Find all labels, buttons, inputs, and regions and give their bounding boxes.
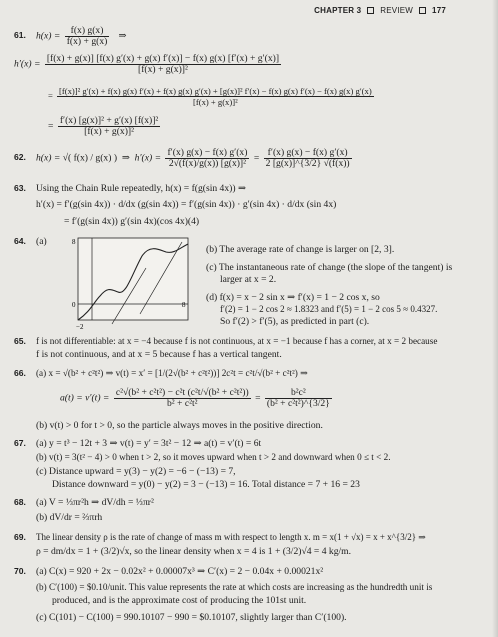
frac-denominator: b² + c²t² xyxy=(166,398,198,409)
problem-text: So f′(2) > f′(5), as predicted in part (c). xyxy=(220,316,370,327)
x-neg-label: −2 xyxy=(76,323,84,331)
problem-text: Using the Chain Rule repeatedly, h(x) = f(g(sin 4x)) ⇒ xyxy=(36,183,246,194)
frac-denominator: 2√(f(x)/g(x)) [g(x)]² xyxy=(168,158,247,169)
expr-lhs: h′(x) = xyxy=(14,58,41,70)
expr-lhs: h′(x) = xyxy=(134,152,162,164)
frac-numerator: f′(x) g(x) − f(x) g′(x) xyxy=(264,148,352,159)
frac-numerator: f(x) g(x) xyxy=(65,26,110,37)
expr-lhs: a(t) = v′(t) = xyxy=(60,392,110,404)
problem-text: (b) dV/dr = ⅔πrh xyxy=(36,512,103,523)
chapter-label: CHAPTER 3 xyxy=(314,6,362,15)
frac-denominator: [f(x) + g(x)]² xyxy=(193,97,238,107)
problem-text: (b) v(t) > 0 for t > 0, so the particle always moves in the positive direction. xyxy=(36,420,323,431)
problem-text: (b) v(t) = 3(t² − 4) > 0 when t > 2, so it moves upward when t > 2 and downward when 0 ≤ t < 2. xyxy=(36,452,391,462)
x-right-label: 8 xyxy=(182,301,186,309)
frac-numerator: [f(x) + g(x)] [f(x) g′(x) + g(x) f′(x)] − f(x) g(x) [f′(x) + g′(x)] xyxy=(46,53,280,64)
problem-text: (a) C(x) = 920 + 2x − 0.02x² + 0.00007x³ ⇒ C′(x) = 2 − 0.04x + 0.00021x² xyxy=(36,566,324,577)
problem-text: (d) f(x) = x − 2 sin x ⇒ f′(x) = 1 − 2 cos x, so xyxy=(206,292,380,303)
problem-text: Distance downward = y(0) − y(2) = 3 − (−13) = 16. Total distance = 7 + 16 = 23 xyxy=(52,479,360,490)
problem-number: 64. xyxy=(14,236,26,246)
problem-number: 61. xyxy=(14,30,26,40)
problem-text: (b) The average rate of change is larger on [2, 3]. xyxy=(206,244,395,255)
problem-text: (a) x = √(b² + c²t²) ⇒ v(t) = x′ = [1/(2√(b² + c²t²))] 2c²t = c²t/√(b² + c²t²) ⇒ xyxy=(36,368,308,378)
graph-frame xyxy=(78,238,188,320)
expr-lhs: h(x) = xyxy=(36,152,61,164)
problem-text: The linear density ρ is the rate of change of mass m with respect to length x. m = x(1 + √x) = x + x^{3/2} ⇒ xyxy=(36,532,426,542)
square-bullet-icon xyxy=(419,7,426,14)
problem-number: 68. xyxy=(14,497,26,507)
frac-numerator: f′(x) g(x) − f(x) g′(x) xyxy=(167,147,248,158)
problem-text: (c) C(101) − C(100) = 990.10107 − 990 = $0.10107, slightly larger than C′(100). xyxy=(36,612,347,623)
problem-text: f′(2) = 1 − 2 cos 2 ≈ 1.8323 and f′(5) = 1 − 2 cos 5 ≈ 0.4327. xyxy=(220,304,438,314)
sqrt-expr: √( f(x) / g(x) ) xyxy=(62,152,118,164)
running-header xyxy=(314,6,446,15)
problem-number: 63. xyxy=(14,183,26,193)
section-label: REVIEW xyxy=(380,6,414,15)
implies-arrow: ⇒ xyxy=(121,152,130,164)
frac-denominator: [f(x) + g(x)]² xyxy=(138,64,188,75)
square-bullet-icon xyxy=(367,7,374,14)
frac-denominator: (b² + c²t²)^{3/2} xyxy=(266,398,330,409)
part-label: (a) xyxy=(36,236,47,247)
problem-text: f is not continuous, and at x = 5 because f has a vertical tangent. xyxy=(36,349,282,360)
frac-numerator: [f(x)]² g′(x) + f(x) g(x) f′(x) + f(x) g(x) g′(x) + [g(x)]² f′(x) − f(x) g(x) f′(x) − f(x) g(x) g′(x) xyxy=(59,86,372,96)
problem-number: 62. xyxy=(14,152,26,162)
problem-text: h′(x) = f′(g(sin 4x)) · d/dx (g(sin 4x)) = f′(g(sin 4x)) · g′(sin 4x) · d/dx (sin 4x) xyxy=(36,199,337,210)
frac-denominator: 2 [g(x)]^{3/2} √(f(x)) xyxy=(265,158,350,169)
problem-number: 69. xyxy=(14,532,26,542)
problem-number: 65. xyxy=(14,336,26,346)
function-graph xyxy=(70,234,192,332)
problem-text: = f′(g(sin 4x)) g′(sin 4x)(cos 4x)(4) xyxy=(64,216,200,227)
equals-sign: = xyxy=(255,392,261,404)
frac-numerator: b²c² xyxy=(265,388,332,399)
problem-text: (c) The instantaneous rate of change (the slope of the tangent) is xyxy=(206,262,453,273)
equals-sign: = xyxy=(253,152,260,164)
problem-text: ρ = dm/dx = 1 + (3/2)√x, so the linear density when x = 4 is 1 + (3/2)√4 = 4 kg/m. xyxy=(36,546,352,557)
problem-text: (a) V = ⅓πr²h ⇒ dV/dh = ⅓πr² xyxy=(36,497,154,508)
problem-text: produced, and is the approximate cost of producing the 101st unit. xyxy=(52,595,307,606)
frac-denominator: f(x) + g(x) xyxy=(66,36,108,47)
frac-numerator: f′(x) [g(x)]² + g′(x) [f(x)]² xyxy=(59,115,159,126)
textbook-page: CHAPTER 3 REVIEW 177 61. h(x) = $\frac{f(x) g(x)}{f(x) + g(x)}$ ⇒ h′(x) = [f(x) + g(x)] [f(x) g′(x) + g(x) f′(x)] − f(x) g(x) [f′(x) + g′(x)] [f(x) + g(x)]² = [f(x)]² g′(x) + f(x) g(x) f′(x) + f(x) g(x) g′(x) + [g(x)]² f′(x) − f(x) g(x) f′(x) − f(x) g(x) g′(x) [f(x) + g(x)]² = $\frac{\text{f′(x) [g(x)]² + g′(x) [f(x)]²}}{\text{[f(x) + g(x)]²}}$ 62. h(x) = √( f(x) / g(x) ) ⇒ h′(x) = $\frac{f'(x) g(x) - f(x) g'(x)}{\text{2√(f(x)/g(x)) [g(x)]²}}$ = $\frac{f'(x) g(x) - f(x) g'(x)}{2 [g(x)]\^{}\{3/2\} √(f(x))}$ 63. Using the Chain Rule repeatedly, h(x) = f(g(sin 4x)) ⇒ h′(x) = f′(g(sin 4x)) · d/dx (g(sin 4x)) = f′(g(sin 4x)) · g′(sin 4x) · d/dx (sin 4x) = f′(g(sin 4x)) g′(sin 4x)(cos 4x)(4) 64. (a) 8 0 −2 8 (b) The average rate of change is larger on [2, 3]. (c) The instantaneous rate of change (the slope of the tangent) is larger at x = 2. (d) f(x) = x − 2 sin x ⇒ f′(x) = 1 − 2 cos x, so f′(2) = 1 − 2 cos 2 ≈ 1.8323 and f′(5) = 1 − 2 cos 5 ≈ 0.4327. So f′(2) > f′(5), as predicted in part (c). 65. f is not differentiable: at x = −4 because f is not continuous, at x = −1 because f has a corner, at x = 2 because f is not continuous, and at x = 5 because f has a vertical tangent. 66. (a) x = √(b² + c²t²) ⇒ v(t) = x′ = [1/(2√(b² + c²t²))] 2c²t = c²t/√(b² + c²t²) ⇒ a(t) = v′(t) = $\frac{\text{c²√(b² + c²t²) − c²t (c²t/√(b² + c²t²))}}{\text{b² + c²t²}}$ = $\frac{\text{b²c²}}{\text{(b² + c²t²)\textasciicircum{}\{3/2\}}}$ (b) v(t) > 0 for t > 0, so the particle always moves in the positive direction. 67. (a) y = t³ − 12t + 3 ⇒ v(t) = y′ = 3t² − 12 ⇒ a(t) = v′(t) = 6t (b) v(t) = 3(t² − 4) > 0 when t > 2, so it moves upward when t > 2 and downward when 0 ≤ t < 2. (c) Distance upward = y(3) − y(2) = −6 − (−13) = 7, Distance downward = y(0) − y(2) = 3 − (−13) = 16. Total distance = 7 + 16 = 23 68. (a) V = ⅓πr²h ⇒ dV/dh = ⅓πr² (b) dV/dr = ⅔πrh 69. The linear density ρ is the rate of change of mass m with respect to length x. m = x(1 + √x) = x + x^{3/2} ⇒ ρ = dm/dx = 1 + (3/2)√x, so the linear density when x = 4 is 1 + (3/2)√4 = 4 kg/m. 70. (a) C(x) = 920 + 2x − 0.02x² + 0.00007x³ ⇒ C′(x) = 2 − 0.04x + 0.00021x² (b) C′(100) = $0.10/unit. This value represents the rate at which costs are increasing as the hundredth unit is produced, and is the approximate cost of producing the 101st unit. (c) C(101) − C(100) = 990.10107 − 990 = $0.10107, slightly larger than C′(100). xyxy=(0,0,498,637)
problem-text: larger at x = 2. xyxy=(220,274,277,285)
problem-number: 70. xyxy=(14,566,26,576)
problem-text: (b) C′(100) = $0.10/unit. This value represents the rate at which costs are increasing as the hundredth unit is xyxy=(36,582,433,592)
problem-text: (c) Distance upward = y(3) − y(2) = −6 − (−13) = 7, xyxy=(36,466,236,477)
frac-denominator: [f(x) + g(x)]² xyxy=(84,126,134,137)
page-edge-shadow xyxy=(492,0,498,637)
y-top-label: 8 xyxy=(72,238,76,246)
page-number: 177 xyxy=(432,6,446,15)
implies-arrow: ⇒ xyxy=(118,30,127,42)
graph-svg xyxy=(70,234,192,332)
y-zero-label: 0 xyxy=(72,301,76,309)
expr-lhs: h(x) = xyxy=(36,30,61,42)
frac-numerator: c²√(b² + c²t²) − c²t (c²t/√(b² + c²t²)) xyxy=(115,387,249,398)
problem-text: f is not differentiable: at x = −4 because f is not continuous, at x = −1 because f has a corner, at x = 2 because xyxy=(36,336,438,346)
problem-number: 66. xyxy=(14,368,26,378)
problem-number: 67. xyxy=(14,438,26,448)
problem-text: (a) y = t³ − 12t + 3 ⇒ v(t) = y′ = 3t² − 12 ⇒ a(t) = v′(t) = 6t xyxy=(36,438,262,449)
